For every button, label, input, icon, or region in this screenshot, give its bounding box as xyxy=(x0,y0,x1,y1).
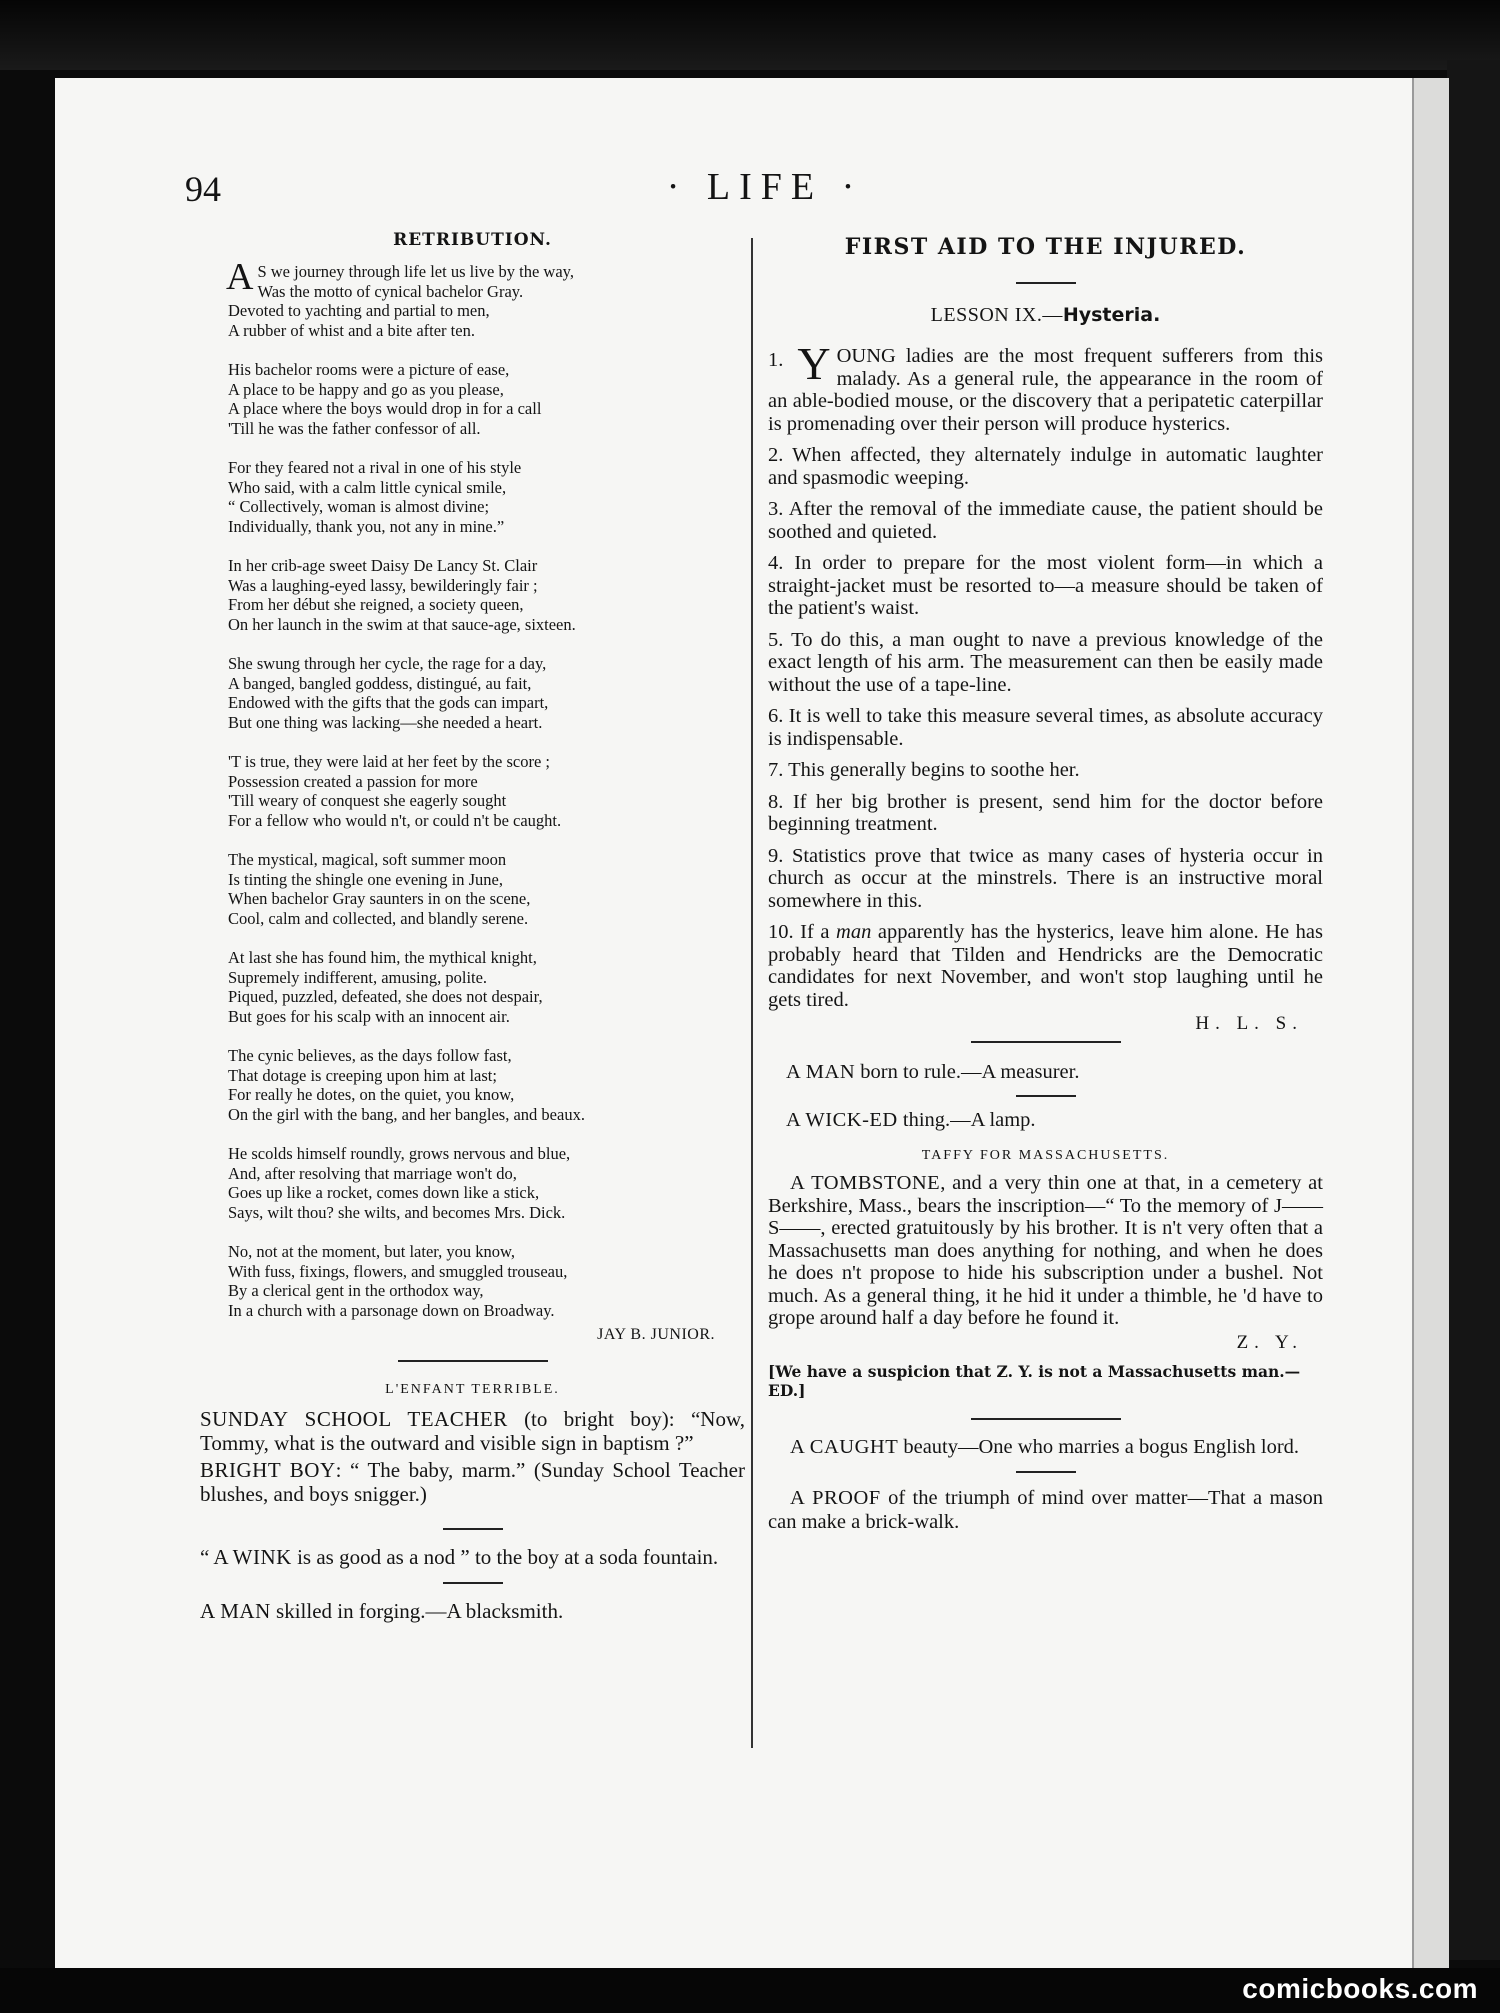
poem-title: RETRIBUTION. xyxy=(393,230,552,250)
item-10: 10. If a man apparently has the hysterics, leave him alone. He has probably heard that Tilden and Hendricks are the Democratic candidates for next November, and won't stop laughing until he gets tired. xyxy=(768,921,1323,1011)
wink-joke: “ A WINK is as good as a nod ” to the boy at a soda fountain. xyxy=(200,1545,719,1569)
editor-note: [We have a suspicion that Z. Y. is not a Massachusetts man.—ED.] xyxy=(768,1361,1301,1400)
section-rule xyxy=(1016,1095,1076,1097)
wink-smallcaps: WINK xyxy=(232,1545,292,1569)
poem-line: At last she has found him, the mythical knight, xyxy=(228,948,537,967)
proof-joke: A PROOF of the triumph of mind over matter—That a mason can make a brick-walk. xyxy=(768,1487,1323,1533)
item-10-man: man xyxy=(836,921,872,943)
enfant-text-2: : “ The baby, marm.” (Sunday School Teacher blushes, and boys snigger.) xyxy=(200,1458,745,1506)
stanza xyxy=(228,850,745,928)
left-column xyxy=(200,230,745,1635)
stanza xyxy=(228,1046,745,1124)
item-1-number: 1. xyxy=(768,349,784,371)
poem-line: For a fellow who would n't, or could n't be caught. xyxy=(228,810,562,830)
poem-line: The mystical, magical, soft summer moon xyxy=(228,850,507,869)
enfant-paragraph-1 xyxy=(200,1408,745,1455)
poem-line: That dotage is creeping upon him at last; xyxy=(228,1065,497,1085)
poem-line: 'Till weary of conquest she eagerly sought xyxy=(228,791,507,810)
measurer-joke: A MAN born to rule.—A measurer. xyxy=(786,1061,1080,1083)
poem-body xyxy=(200,256,745,1320)
lesson-item: 3. After the removal of the immediate cause, the patient should be soothed and quieted. xyxy=(768,498,1323,543)
stanza xyxy=(228,1242,745,1320)
item-1 xyxy=(768,338,1323,435)
speaker-teacher: SUNDAY SCHOOL TEACHER xyxy=(200,1407,508,1431)
forging-smallcaps: A MAN xyxy=(200,1598,271,1623)
poem-line: When bachelor Gray saunters in on the scene, xyxy=(228,889,531,908)
stanza xyxy=(228,1144,745,1222)
poem-line: His bachelor rooms were a picture of ease, xyxy=(228,360,510,379)
poem-line: She swung through her cycle, the rage for a day, xyxy=(228,654,547,673)
poem-line: Was the motto of cynical bachelor Gray. xyxy=(257,281,524,301)
poem-line: 'T is true, they were laid at her feet by the score ; xyxy=(228,752,550,771)
poem-line: Possession created a passion for more xyxy=(228,771,478,791)
poem-line: With fuss, fixings, flowers, and smuggled trouseau, xyxy=(228,1261,568,1281)
lesson-item: 9. Statistics prove that twice as many cases of hysteria occur in church as occur at the minstrels. There is an instructive moral somewhere in this. xyxy=(768,844,1323,912)
lesson-topic: Hysteria. xyxy=(1062,304,1161,326)
caught-joke: A CAUGHT beauty—One who marries a bogus English lord. xyxy=(790,1435,1300,1458)
stanza xyxy=(228,654,745,732)
poem-line: And, after resolving that marriage won't do, xyxy=(228,1163,517,1183)
first-aid-title: FIRST AID TO THE INJURED. xyxy=(844,234,1247,260)
watermark: comicbooks.com xyxy=(1242,1973,1478,2004)
enfant-paragraph-2 xyxy=(200,1459,745,1506)
poem-line: A rubber of whist and a bite after ten. xyxy=(228,320,475,340)
poem-line: From her début she reigned, a society queen, xyxy=(228,595,524,614)
masthead-title: · LIFE · xyxy=(666,166,864,208)
lesson-item: 6. It is well to take this measure several times, as absolute accuracy is indispensable. xyxy=(768,705,1323,750)
poem-line: A place where the boys would drop in for a call xyxy=(228,399,542,418)
poem-line: He scolds himself roundly, grows nervous and blue, xyxy=(228,1144,571,1163)
poem-line: A banged, bangled goddess, distingué, au fait, xyxy=(228,673,532,693)
stanza xyxy=(228,752,745,830)
poem-line: Was a laughing-eyed lassy, bewilderingly fair ; xyxy=(228,575,538,595)
poem-line: S we journey through life let us live by the way, xyxy=(257,262,574,281)
zy-signature: Z. Y. xyxy=(1236,1331,1303,1353)
column-divider xyxy=(751,238,753,1748)
lesson-label: LESSON IX.— xyxy=(930,304,1063,326)
lesson-item: 7. This generally begins to soothe her. xyxy=(768,759,1080,781)
poem-line: Says, wilt thou? she wilts, and becomes Mrs. Dick. xyxy=(228,1202,566,1222)
poem-line: Devoted to yachting and partial to men, xyxy=(228,301,490,320)
lesson-item: 4. In order to prepare for the most violent form—in which a straight-jacket must be resorted to—a measure should be taken of the patient's waist. xyxy=(768,552,1323,619)
poem-line: Cool, calm and collected, and blandly serene. xyxy=(228,908,529,928)
enfant-text-1: (to bright boy): “Now, Tommy, what is the outward and visible sign in baptism ?” xyxy=(200,1407,745,1455)
stanza xyxy=(228,360,745,438)
speaker-boy: BRIGHT BOY xyxy=(200,1458,336,1482)
poem-line: Is tinting the shingle one evening in June, xyxy=(228,869,503,889)
poem-line: On the girl with the bang, and her bangles, and beaux. xyxy=(228,1104,585,1124)
poem-line: For really he dotes, on the quiet, you know, xyxy=(228,1085,515,1104)
lesson-item: 2. When affected, they alternately indulge in automatic laughter and spasmodic weeping. xyxy=(768,444,1323,489)
poem-line: By a clerical gent in the orthodox way, xyxy=(228,1281,484,1300)
poem-line: In a church with a parsonage down on Broadway. xyxy=(228,1300,555,1320)
poem-line: “ Collectively, woman is almost divine; xyxy=(228,497,490,516)
stanza xyxy=(228,556,745,634)
drop-cap-y: Y xyxy=(797,338,831,389)
lesson-items xyxy=(768,444,1323,912)
lesson-item: 8. If her big brother is present, send him for the doctor before beginning treatment. xyxy=(768,790,1323,835)
poem-line: On her launch in the swim at that sauce-age, sixteen. xyxy=(228,614,576,634)
section-rule xyxy=(398,1360,548,1362)
poem-line: But goes for his scalp with an innocent air. xyxy=(228,1006,510,1026)
poem-line: The cynic believes, as the days follow fast, xyxy=(228,1046,512,1065)
poem-line: But one thing was lacking—she needed a heart. xyxy=(228,712,543,732)
section-rule xyxy=(443,1582,503,1584)
drop-cap-a: A xyxy=(226,256,254,298)
page-number: 94 xyxy=(185,169,221,209)
taffy-paragraph: A TOMBSTONE, and a very thin one at that, in a cemetery at Berkshire, Mass., bears the inscription—“ To the memory of J—— S——, erected gratuitously by his brother. It is n't very often that a Massachusetts man does anything for nothing, and when he does he does n't propose to hide his subscription under a bushel. Not much. As a general thing, it he hid it under a thimble, he 'd have to grope around half a day before he found it. xyxy=(768,1172,1323,1329)
poem-line: No, not at the moment, but later, you know, xyxy=(228,1242,515,1261)
poem-signature: JAY B. JUNIOR. xyxy=(597,1326,715,1343)
scan-right-border xyxy=(1447,60,1500,1960)
item-1-text: OUNG ladies are the most frequent sufferers from this malady. As a general rule, the appearance in the room of an able-bodied mouse, or the discovery that a peripatetic caterpillar is promenading over their person will produce hysterics. xyxy=(768,345,1323,435)
section-rule xyxy=(443,1528,503,1530)
stanza xyxy=(226,256,745,340)
lamp-joke: A WICK-ED thing.—A lamp. xyxy=(786,1108,1036,1131)
poem-line: Piqued, puzzled, defeated, she does not despair, xyxy=(228,987,543,1006)
stanza xyxy=(228,948,745,1026)
poem-line: 'Till he was the father confessor of all. xyxy=(228,418,481,438)
poem-line: Supremely indifferent, amusing, polite. xyxy=(228,967,488,987)
stanza xyxy=(228,458,745,536)
poem-line: A place to be happy and go as you please, xyxy=(228,379,504,399)
hls-signature: H. L. S. xyxy=(1195,1013,1303,1034)
enfant-title: L'ENFANT TERRIBLE. xyxy=(385,1382,560,1397)
poem-line: Goes up like a rocket, comes down like a stick, xyxy=(228,1183,540,1202)
forging-joke: A MAN skilled in forging.—A blacksmith. xyxy=(200,1598,564,1623)
section-rule xyxy=(1016,1471,1076,1473)
scan-top-border xyxy=(0,0,1500,70)
poem-line: For they feared not a rival in one of his style xyxy=(228,458,522,477)
poem-line: In her crib-age sweet Daisy De Lancy St. Clair xyxy=(228,556,538,575)
section-rule xyxy=(971,1418,1121,1420)
taffy-title: TAFFY FOR MASSACHUSETTS. xyxy=(921,1148,1170,1163)
lesson-heading xyxy=(768,304,1323,327)
poem-line: Individually, thank you, not any in mine.” xyxy=(228,516,505,536)
lesson-item: 5. To do this, a man ought to nave a previous knowledge of the exact length of his arm. The measurement can then be easily made without the use of a tape-line. xyxy=(768,628,1323,696)
poem-line: Who said, with a calm little cynical smile, xyxy=(228,477,507,497)
page-binding-edge xyxy=(1412,78,1449,1968)
section-rule xyxy=(1016,282,1076,284)
section-rule xyxy=(971,1041,1121,1043)
right-column xyxy=(768,230,1323,1546)
poem-line: Endowed with the gifts that the gods can impart, xyxy=(228,693,549,712)
